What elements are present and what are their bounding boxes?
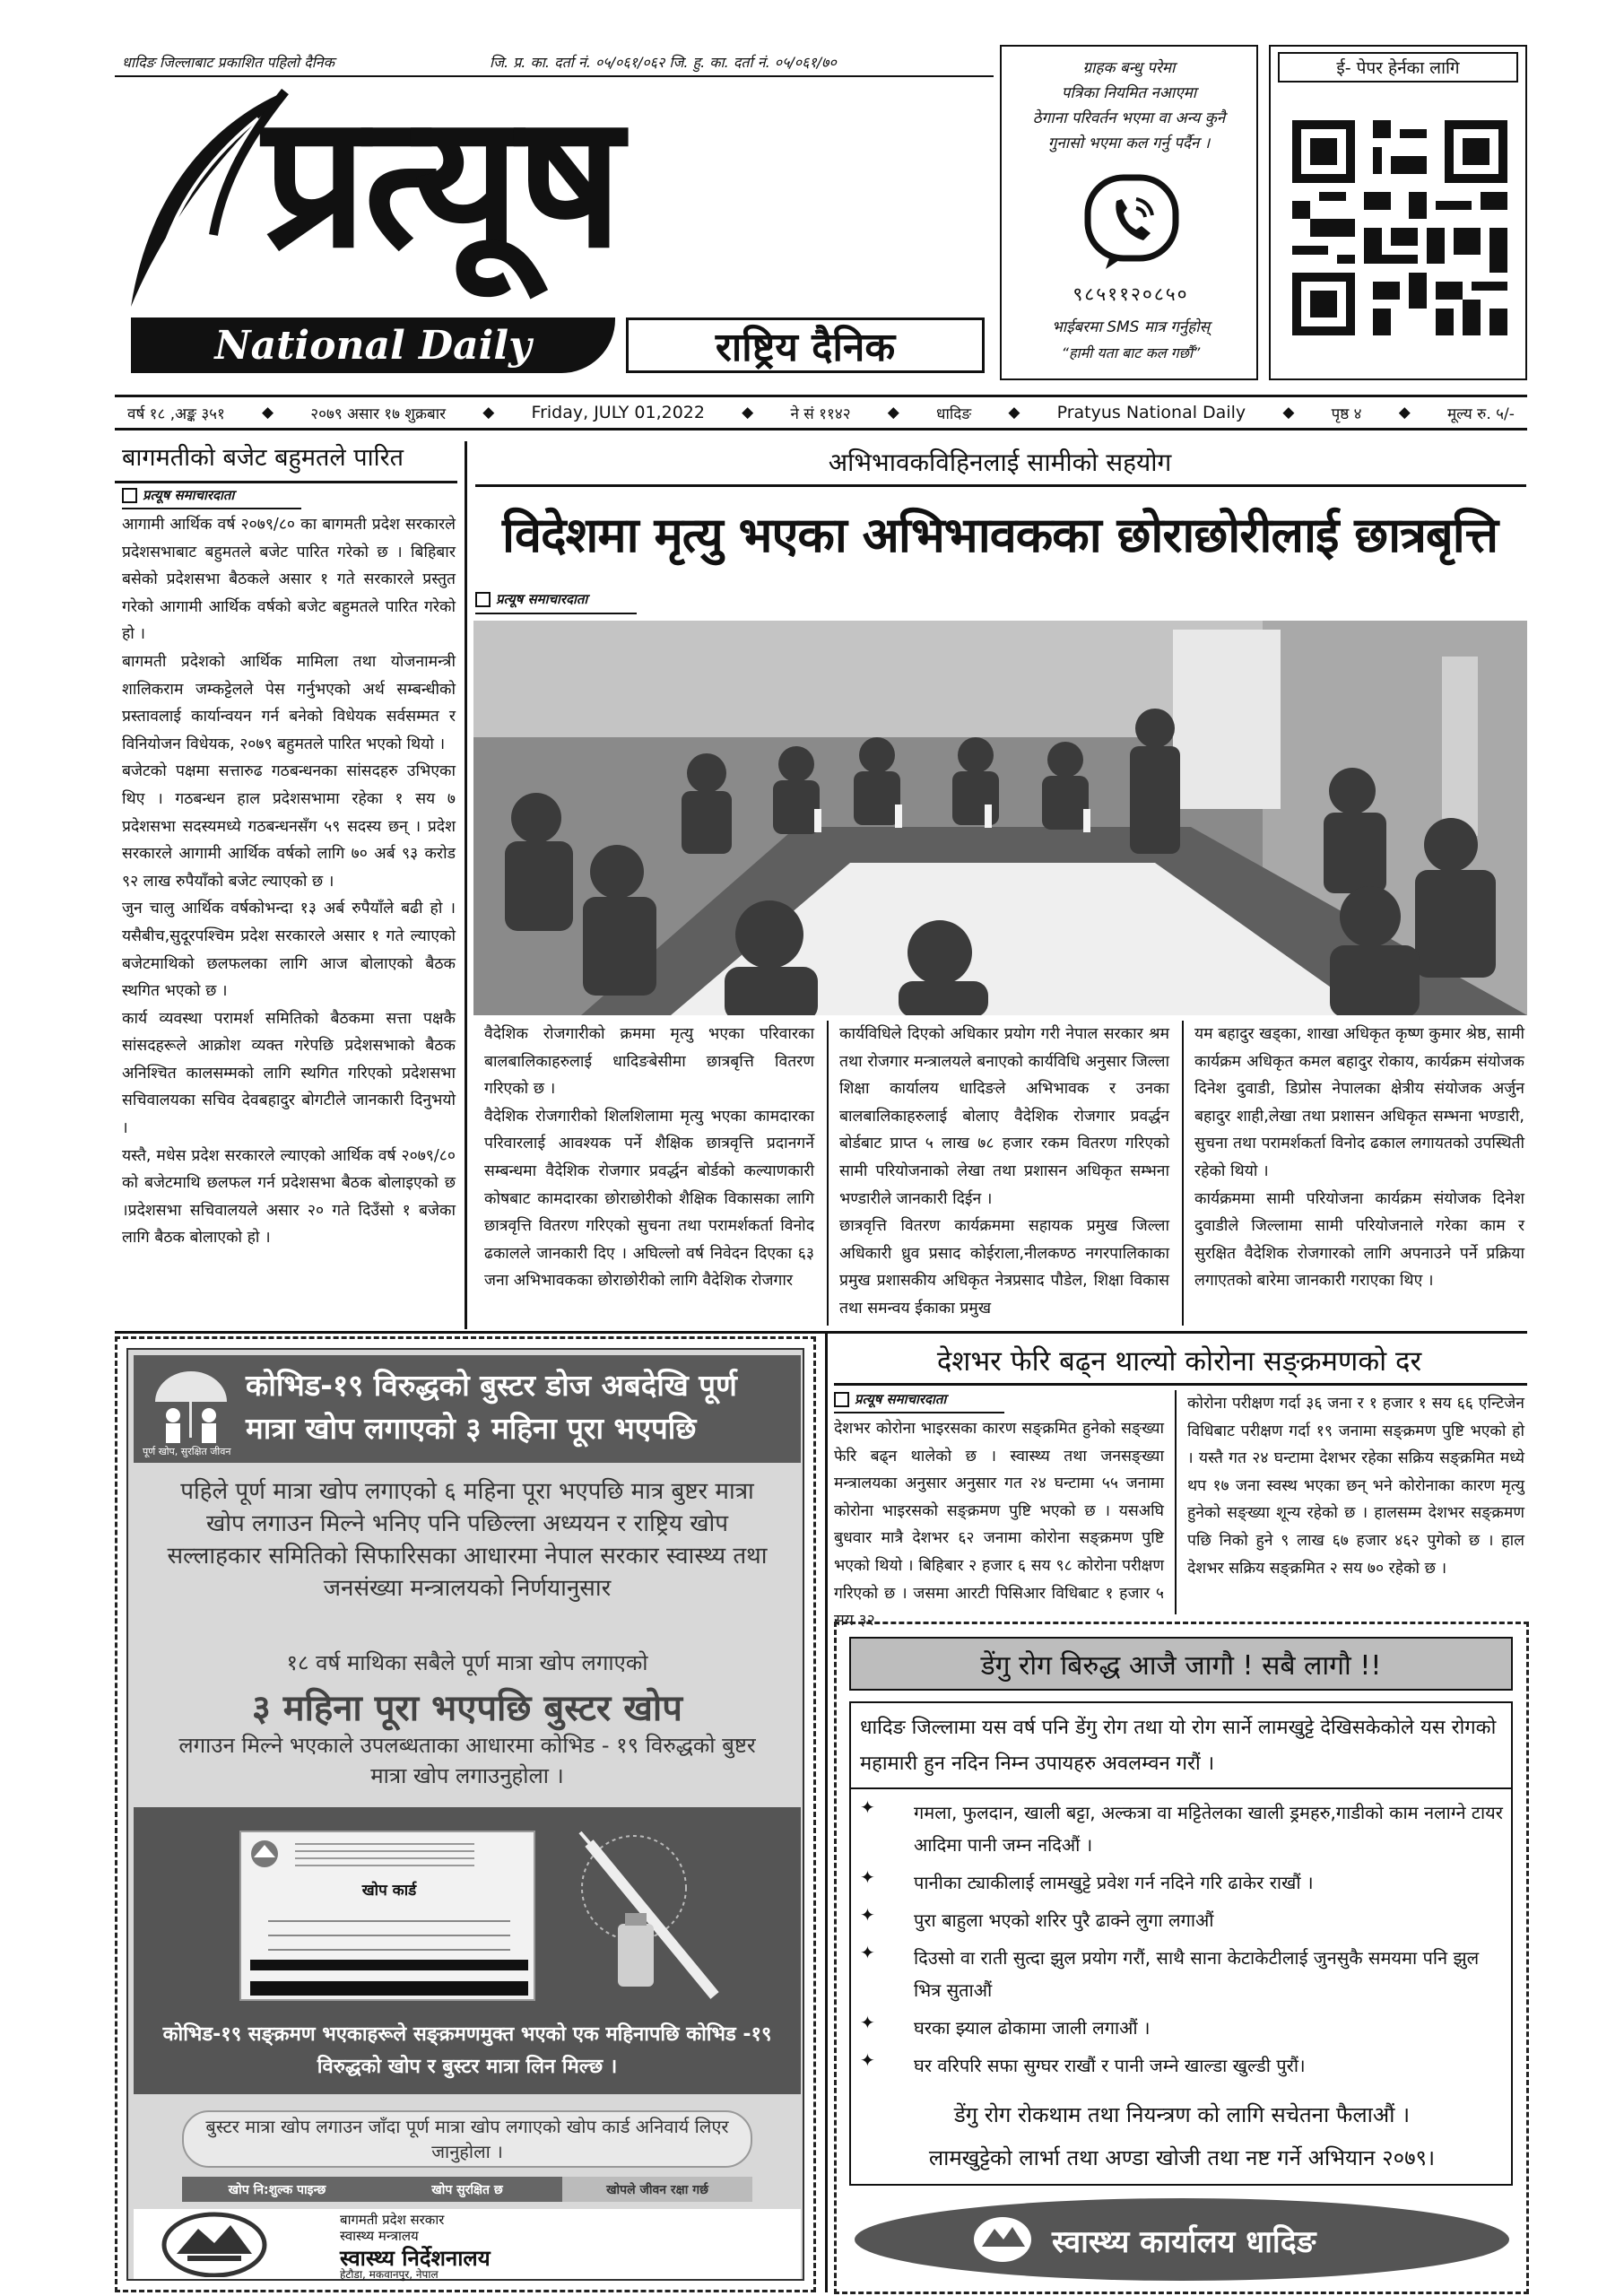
corona-headline-rule (834, 1383, 1527, 1386)
main-col-divider (827, 1021, 829, 1326)
covid-ad-inner (126, 1348, 804, 2281)
main-article-col2: कार्यविधिले दिएको अधिकार प्रयोग गरी नेपाल सरकार श्रम तथा रोजगार मन्त्रालयले बनाएको कार्यविधि अनुसार जिल्ला शिक्षा कार्यालय धादिङले अभिभावक र उनका बालबालिकाहरुलाई बोलाए वैदेशिक रोजगार प्रवर्द्धन बोर्डबाट प्राप्त ५ लाख ७८ हजार रकम वितरण गरिएको सामी परियोजनाको लेखा तथा प्रशासन अधिकृत सम्भना भण्डारीले जानकारी दिईन । छात्रवृत्ति वितरण कार्यक्रममा सहायक प्रमुख जिल्ला अधिकारी ध्रुव प्रसाद कोईराला,नीलकण्ठ नगरपालिकाका प्रमुख प्रशासकीय अधिकृत नेत्रप्रसाद पौडेल, शिक्षा विकास तथा समन्वय ईकाका प्रमुख (839, 1025, 1169, 1318)
covid-gov-footer (134, 2209, 801, 2279)
dengue-closing2: लामखुट्टेको लार्भा तथा अण्डा खोजी तथा नष्ट गर्ने अभियान २०७९। (928, 2145, 1436, 2170)
dateline-sep-icon: ◆ (887, 404, 899, 422)
nepal-emblem-icon (161, 2211, 268, 2277)
main-col-divider (1182, 1021, 1184, 1326)
dengue-item (860, 2049, 1506, 2082)
byline-box-icon (475, 592, 491, 607)
viber-phone-icon (1082, 172, 1181, 271)
byline-box-icon (122, 488, 137, 503)
covid-big-line: ३ महिना पूरा भएपछि बुस्टर खोप (251, 1688, 683, 1729)
dengue-item (860, 1866, 1506, 1899)
main-byline-rule (475, 613, 637, 614)
contact-quote: “हामी यता बाट कल गर्छौं” (1061, 344, 1201, 361)
contact-box (1000, 45, 1258, 380)
left-article-byline (122, 486, 234, 504)
dengue-item-text: पुरा बाहुला भएको शरिर पुरै ढाक्ने लुगा लगाऔं (914, 1909, 1214, 1931)
kicker-rule (475, 484, 1526, 487)
card-fields (268, 1908, 510, 1952)
contact-phone: ९८५११२०८५० (1073, 283, 1189, 305)
sparkle-bullet-icon: ✦ (860, 2012, 875, 2033)
chip-life: खोपले जीवन रक्षा गर्छ (562, 2177, 752, 2202)
dengue-body-box (849, 1701, 1513, 2186)
contact-text: ग्राहक बन्धु परेमा पत्रिका नियमित नआएमा ठेगाना परिवर्तन भएमा वा अन्य कुनै गुनासो भएमा कल गर्नु पर्दैन । (1032, 59, 1226, 152)
dengue-office-badge (855, 2198, 1509, 2281)
masthead-title: प्रत्यूष (263, 74, 620, 289)
english-name-box (131, 317, 615, 373)
nepal-emblem-icon (971, 2214, 1034, 2265)
meeting-photo (473, 621, 1527, 1015)
gov-line1: बागमती प्रदेश सरकार (340, 2212, 445, 2228)
card-header-lines (295, 1843, 474, 1870)
main-article-columns (484, 1021, 1529, 1326)
masthead (115, 47, 994, 378)
chip-safe: खोप सुरक्षित छ (431, 2182, 503, 2197)
main-article-col1: वैदेशिक रोजगारीको क्रममा मृत्यु भएका परिवारका बालबालिकाहरुलाई धादिङबेसीमा छात्रबृत्ति वितरण गरिएको छ । वैदेशिक रोजगारीको शिलशिलामा मृत्यु भएका कामदारका परिवारलाई आवश्यक पर्ने शैक्षिक छात्रवृत्ति प्रदानगर्ने सम्बन्धमा वैदेशिक रोजगार प्रवर्द्धन बोर्डको कल्याणकारी कोषबाट कामदारका छोराछोरीको शैक्षिक विकासका लागि छात्रवृत्ति वितरण गरिएको सुचना तथा परामर्शकर्ता विनोद ढकालले जानकारी दिए । अघिल्लो वर्ष निवेदन दिएका ६३ जना अभिभावकका छोराछोरीको लागि वैदेशिक रोजगार (484, 1025, 814, 1291)
covid-booster-ad (115, 1336, 816, 2292)
dengue-title: डेंगु रोग बिरुद्ध आजै जागौ ! सबै लागौ !! (980, 1649, 1382, 1682)
dateline-sep-icon: ◆ (742, 404, 754, 422)
dateline-price: मूल्य रु. ५/- (1446, 404, 1515, 423)
covid-reminder: बुस्टर मात्रा खोप लगाउन जाँदा पूर्ण मात्रा खोप लगाएको खोप कार्ड अनिवार्य लिएर जानुहोला । (205, 2116, 729, 2162)
corona-byline-text: प्रत्यूष समाचारदाता (855, 1391, 947, 1407)
main-article-kicker: अभिभावकविहिनलाई सामीको सहयोग (828, 448, 1172, 477)
dengue-item (860, 1904, 1506, 1936)
corona-col2: कोरोना परीक्षण गर्दा ३६ जना र १ हजार १ सय ६६ एन्टिजेन विधिबाट परीक्षण गर्दा १९ जनामा सङ्क्रमण पुष्टि भएको हो । यस्तै गत २४ घन्टामा देशभर रहेका सक्रिय सङ्क्रमित मध्ये थप १७ जना स्वस्थ भएका छन् भने कोरोनाका कारण मृत्यु हुनेको सङ्ख्या शून्य रहेको छ । हालसम्म देशभर सङ्क्रमण पछि निको हुने ९ लाख ६७ हजार ४६२ पुगेको छ । हाल देशभर सक्रिय सङ्क्रमित २ सय ७० रहेको छ । (1187, 1395, 1524, 1578)
dateline-ne-sam: ने सं ११४२ (790, 404, 851, 423)
covid-small-caption: पूर्ण खोप, सुरक्षित जीवन (143, 1446, 231, 1457)
dengue-intro-rule (851, 1787, 1513, 1789)
dateline-volume: वर्ष १८ ,अङ्क ३५१ (127, 404, 225, 423)
dateline-sep-icon: ◆ (1008, 404, 1020, 422)
vaccine-card (239, 1831, 535, 2001)
left-article-headline: बागमतीको बजेट बहुमतले पारित (122, 444, 404, 472)
main-article-col3: यम बहादुर खड्का, शाखा अधिकृत कृष्ण कुमार श्रेष्ठ, सामी कार्यक्रम अधिकृत कमल बहादुर रोकाय, कार्यक्रम संयोजक दिनेश दुवाडी, डिप्रोस नेपालका क्षेत्रीय संयोजक अर्जुन बहादुर शाही,लेखा तथा प्रशासन अधिकृत सम्भना भण्डारी, सुचना तथा परामर्शकर्ता विनोद ढकाल लगायतको उपस्थिती रहेको थियो । कार्यक्रममा सामी परियोजना कार्यक्रम संयोजक दिनेश दुवाडीले जिल्लामा सामी परियोजनाले गरेका काम र सुरक्षित वैदेशिक रोजगारको लागि अपनाउने पर्ने प्रक्रिया लगाएतको बारेमा जानकारी गराएका थिए । (1194, 1025, 1524, 1291)
nepal-emblem-icon (247, 1838, 282, 1870)
corona-byline-rule (834, 1412, 1004, 1413)
qr-code-icon[interactable] (1292, 120, 1507, 335)
epaper-label-box (1278, 52, 1518, 83)
dengue-intro: धादिङ जिल्लामा यस वर्ष पनि डेंगु रोग तथा यो रोग सार्ने लामखुट्टे देखिसकेकोले यस रोगको महामारी हुन नदिन निम्न उपायहरु अवलम्वन गरौं । (860, 1717, 1497, 1775)
dengue-office: स्वास्थ्य कार्यालय धादिङ (1052, 2224, 1316, 2260)
covid-para1: पहिले पूर्ण मात्रा खोप लगाएको ६ महिना पूरा भएपछि मात्र बुष्टर मात्रा खोप लगाउन मिल्ने भनिए पनि पछिल्ला अध्ययन र राष्ट्रिय खोप सल्लाहकार समितिको सिफारिसका आधारमा नेपाल सरकार स्वास्थ्य तथा जनसंख्या मन्त्रालयको निर्णयानुसार (167, 1478, 768, 1602)
covid-para3: लगाउन मिल्ने भएकाले उपलब्धताका आधारमा कोभिड - १९ विरुद्धको बुष्टर मात्रा खोप लगाउनुहोला । (178, 1733, 756, 1788)
dateline-sep-icon: ◆ (262, 404, 274, 422)
dengue-item-text: घर वरिपरि सफा सुग्घर राखौं र पानी जम्ने खाल्डा खुल्डी पुरौं। (914, 2055, 1306, 2076)
left-column-divider (465, 441, 467, 1329)
dateline-sep-icon: ◆ (1398, 404, 1411, 422)
sparkle-bullet-icon: ✦ (860, 1904, 875, 1926)
card-table (250, 1960, 528, 1996)
sparkle-bullet-icon: ✦ (860, 1942, 875, 1963)
sparkle-bullet-icon: ✦ (860, 1796, 875, 1818)
main-byline-text: प्रत्यूष समाचारदाता (496, 591, 588, 607)
dengue-item-text: पानीका ट्याकीलाई लामखुट्टे प्रवेश गर्न नदिने गरि ढाकेर राखौं । (914, 1872, 1314, 1893)
dengue-item-text: दिउसो वा राती सुत्दा झुल प्रयोग गरौं, साथै साना केटाकेटीलाई जुनसुकै समयमा पनि झुल भित्र सुताऔं (914, 1947, 1480, 2001)
covid-info-panel (134, 1807, 801, 2094)
covid-reminder-box (182, 2110, 752, 2168)
dengue-item-text: घरका झ्याल ढोकामा जाली लगाऔं । (914, 2017, 1151, 2039)
main-article-headline: विदेशमा मृत्यु भएका अभिभावकका छोराछोरीलाई छात्रबृत्ति (501, 506, 1498, 563)
dengue-ad (834, 1622, 1529, 2294)
dateline-nepali-date: २०७९ असार १७ शुक्रबार (310, 404, 447, 423)
chip-free: खोप नि:शुल्क पाइन्छ (228, 2182, 326, 2197)
sparkle-bullet-icon: ✦ (860, 1866, 875, 1888)
dateline-bar (115, 395, 1527, 430)
dengue-item (860, 1942, 1506, 2006)
corona-col1: देशभर कोरोना भाइरसका कारण सङ्क्रमित हुनेको सङ्ख्या फेरि बढ्न थालेको छ । स्वास्थ्य तथा जनसङ्ख्या मन्त्रालयका अनुसार अनुसार गत २४ घन्टामा ५५ जनामा कोरोना भाइरसको सङ्क्रमण पुष्टि भएको छ । यसअघि बुधवार मात्रै देशभर ६२ जनामा कोरोना सङ्क्रमण पुष्टि भएको थियो । बिहिबार २ हजार ६ सय ९८ कोरोना परीक्षण गरिएको छ । जसमा आरटी पिसिआर विधिबाट १ हजार ५ सय ३२ (834, 1420, 1164, 1631)
dateline-place: धादिङ (936, 404, 972, 423)
corona-headline: देशभर फेरि बढ्न थाल्यो कोरोना सङ्क्रमणको दर (936, 1345, 1422, 1378)
gov-line4: हेटौडा, मकवानपुर, नेपाल (340, 2268, 439, 2281)
covid-notice: कोभिड-१९ सङ्क्रमण भएकाहरूले सङ्क्रमणमुक्त भएको एक महिनापछि कोभिड -१९ विरुद्धको खोप र बुस्टर मात्रा लिन मिल्छ । (162, 2023, 772, 2078)
covid-header-band (134, 1355, 801, 1463)
corona-col-divider (1175, 1390, 1177, 1614)
left-byline-rule (122, 508, 301, 509)
nepali-sub-box (626, 317, 985, 373)
vaccine-syringe-icon (553, 1825, 751, 2013)
dengue-item-text: गमला, फुलदान, खाली बट्टा, अल्कत्रा वा मट्टितेलका खाली ड्रमहरु,गाडीको काम नलाग्ने टायर आदिमा पानी जम्न नदिऔं । (914, 1802, 1503, 1856)
byline-box-icon (834, 1392, 849, 1407)
dateline-sep-icon: ◆ (482, 404, 495, 422)
dengue-list (860, 1796, 1506, 2087)
vaccine-card-title: खोप कार्ड (361, 1882, 417, 1900)
bottom-column-divider (825, 1333, 828, 2292)
masthead-top-note-reg: जि. प्र. का. दर्ता नं. ०५/०६१/०६२ जि. हु. का. दर्ता नं. ०५/०६१/७० (490, 54, 837, 71)
main-article-byline (475, 590, 587, 608)
dateline-page: पृष्ठ ४ (1331, 404, 1362, 423)
masthead-top-note-left: धादिङ जिल्लाबाट प्रकाशित पहिलो दैनिक (122, 54, 334, 71)
dengue-title-box (849, 1637, 1513, 1691)
left-article-body: आगामी आर्थिक वर्ष २०७९/८० का बागमती प्रदेश सरकारले प्रदेशसभाबाट बहुमतले बजेट पारित गरेको छ । बिहिबार बसेको प्रदेशसभा बैठकले असार १ गते सरकारले प्रस्तुत गरेको आगामी आर्थिक वर्षको बजेट बहुमतले पारित गरेको हो । बागमती प्रदेशको आर्थिक मामिला तथा योजनामन्त्री शालिकराम जम्कट्टेलले पेस गर्नुभएको अर्थ सम्बन्धीको प्रस्तावलाई कार्यान्वयन गर्न बनेको विधेयक सर्वसम्मत र विनियोजन विधेयक, २०७९ बहुमतले पारित भएको थियो । बजेटको पक्षमा सत्तारुढ गठबन्धनका सांसदहरु उभिएका थिए । गठबन्धन हाल प्रदेशसभामा रहेका १ सय ७ प्रदेशसभा सदस्यमध्ये गठबन्धनसँग ५९ सदस्य छन् । प्रदेश सरकारले आगामी आर्थिक वर्षको लागि ७० अर्ब ९३ करोड ९२ लाख रुपैयाँको बजेट ल्याएको छ । जुन चालु आर्थिक वर्षकोभन्दा १३ अर्ब रुपैयाँले बढी हो ।यसैबीच,सुदूरपश्चिम प्रदेश सरकारले असार १ गते ल्याएको बजेटमाथिको छलफलका लागि आज बोलाएको बैठक स्थगित भएको छ । कार्य व्यवस्था परामर्श समितिको बैठकमा सत्ता पक्षकै सांसदहरूले आक्रोश व्यक्त गरेपछि प्रदेशसभाको बैठक अनिश्चित कालसम्मको लागि स्थगित गरिएको प्रदेशसभा सचिवालयका सचिव देवबहादुर बोगटीले जानकारी दिनुभयो । यस्तै, मधेस प्रदेश सरकारले ल्याएको आर्थिक वर्ष २०७९/८० को बजेटमाथि छलफल गर्न प्रदेशसभा बैठक बोलाइएको छ ।प्रदेशसभा सचिवालयले असार २० गते दिउँसो १ बजेका लागि बैठक बोलाएको हो । (122, 516, 456, 1248)
left-article (115, 441, 457, 1329)
contact-viber-note: भाईबरमा SMS मात्र गर्नुहोस् (1051, 318, 1211, 336)
corona-byline (834, 1390, 946, 1408)
epaper-label: ई- पेपर हेर्नका लागि (1336, 58, 1460, 78)
covid-ad-headline: कोभिड-१९ विरुद्धको बुस्टर डोज अबदेखि पूर्ण मात्रा खोप लगाएको ३ महिना पूरा भएपछि (246, 1368, 737, 1446)
dengue-item (860, 2012, 1506, 2044)
left-byline-text: प्रत्यूष समाचारदाता (143, 487, 235, 503)
english-name: National Daily (214, 322, 532, 369)
nepali-sub: राष्ट्रिय दैनिक (715, 325, 896, 370)
dengue-item (860, 1796, 1506, 1861)
dateline-paper-name: Pratyus National Daily (1056, 403, 1246, 422)
children-umbrella-icon (146, 1366, 236, 1447)
dateline-english-date: Friday, JULY 01,2022 (531, 403, 705, 422)
section-divider (115, 1331, 1527, 1334)
sparkle-bullet-icon: ✦ (860, 2049, 875, 2071)
dateline-sep-icon: ◆ (1282, 404, 1295, 422)
gov-line3: स्वास्थ्य निर्देशनालय (340, 2246, 491, 2271)
gov-line2: स्वास्थ्य मन्त्रालय (340, 2228, 419, 2244)
dengue-closing1: डेंगु रोग रोकथाम तथा नियन्त्रण को लागि सचेतना फैलाऔं । (953, 2102, 1411, 2127)
epaper-box (1269, 45, 1527, 380)
left-headline-rule (115, 481, 457, 483)
covid-para2: १८ वर्ष माथिका सबैले पूर्ण मात्रा खोप लगाएको (286, 1650, 648, 1675)
covid-footer-chips (182, 2177, 752, 2202)
